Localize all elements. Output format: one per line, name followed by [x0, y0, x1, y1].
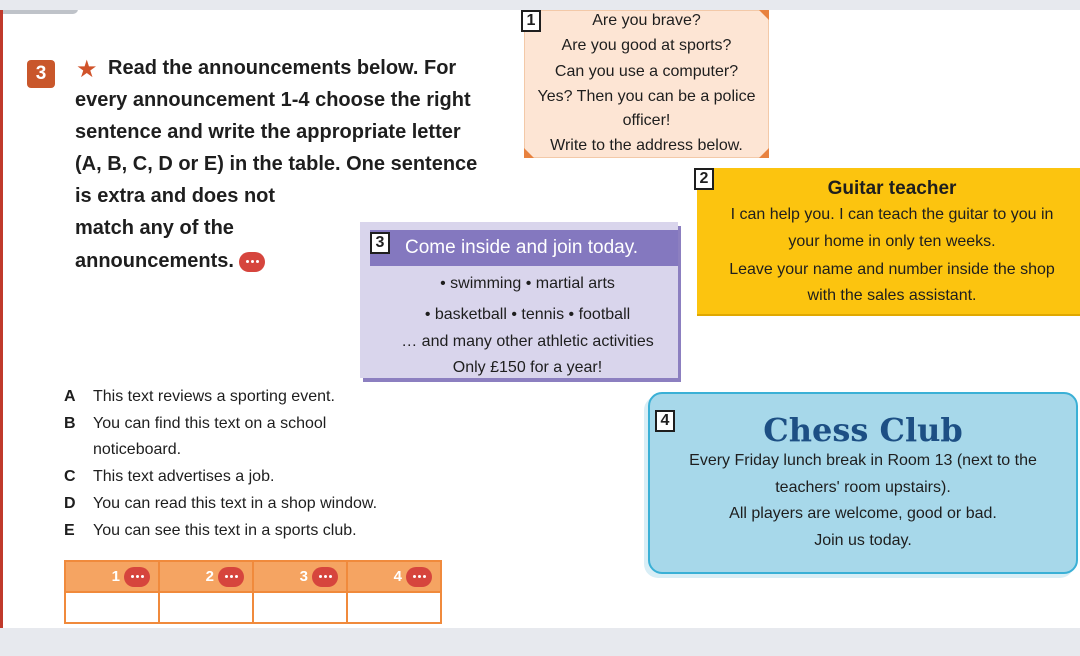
announcement-3-line: • basketball • tennis • football: [424, 306, 631, 323]
option-text-a: This text reviews a sporting event.: [93, 388, 335, 405]
audio-dots-icon[interactable]: [239, 252, 265, 272]
announcement-3-line: • swimming • martial arts: [440, 275, 615, 292]
option-text-b: You can find this text on a school: [93, 415, 327, 432]
answer-header-3: [253, 561, 347, 592]
announcement-3-line: … and many other athletic activities: [401, 333, 654, 350]
instruction-line-2: every announcement 1-4 choose the right: [75, 89, 471, 111]
announcement-2-line: Leave your name and number inside the shop: [729, 261, 1055, 278]
answer-header-4: [347, 561, 441, 592]
announcement-3-line: Only £150 for a year!: [452, 359, 603, 376]
announcement-2-line: I can help you. I can teach the guitar to you in: [730, 206, 1054, 223]
answer-cell-3[interactable]: [253, 592, 347, 623]
instruction-line-6: match any of the: [75, 217, 234, 239]
announcement-number: 4: [655, 410, 675, 432]
announcement-1-line: Are you good at sports?: [561, 37, 732, 54]
star-icon: ★: [76, 56, 98, 83]
announcement-1-line: Are you brave?: [592, 12, 701, 29]
option-text-e: You can see this text in a sports club.: [93, 522, 357, 539]
option-text-b-continued: noticeboard.: [93, 441, 182, 458]
exercise-number-badge: 3: [27, 60, 55, 88]
announcement-number: 3: [370, 232, 390, 254]
audio-dots-icon[interactable]: [124, 567, 150, 587]
instruction-line-1: Read the announcements below. For: [108, 57, 457, 79]
answer-cell-2[interactable]: [159, 592, 253, 623]
answer-header-label: 2: [205, 568, 214, 585]
announcement-4-line: Every Friday lunch break in Room 13 (next to the: [689, 452, 1037, 469]
option-letter-c: C: [64, 468, 76, 485]
announcement-1-line: Can you use a computer?: [554, 63, 739, 80]
audio-dots-icon[interactable]: [406, 567, 432, 587]
option-letter-b: B: [64, 415, 76, 432]
announcement-2-line: with the sales assistant.: [807, 287, 977, 304]
instruction-line-3: sentence and write the appropriate letter: [75, 121, 461, 143]
announcement-1-line: Write to the address below.: [550, 137, 743, 154]
answer-header-label: 4: [393, 568, 402, 585]
announcement-1-line: Yes? Then you can be a police: [537, 88, 756, 105]
answer-header-label: 1: [111, 568, 120, 585]
option-letter-d: D: [64, 495, 76, 512]
announcement-2-title: Guitar teacher: [827, 178, 957, 199]
instruction-line-5: is extra and does not: [75, 185, 276, 207]
audio-dots-icon[interactable]: [312, 567, 338, 587]
announcement-1-line: officer!: [622, 112, 671, 129]
announcement-1: [524, 10, 769, 158]
answer-cell-1[interactable]: [65, 592, 159, 623]
announcement-number: 1: [521, 10, 541, 32]
announcement-4-line: Join us today.: [814, 532, 912, 549]
option-letter-a: A: [64, 388, 76, 405]
audio-dots-icon[interactable]: [218, 567, 244, 587]
textbook-page: [0, 10, 1080, 628]
announcement-4-line: teachers' room upstairs).: [775, 479, 951, 496]
instruction-line-7: [75, 249, 265, 273]
announcement-4: [648, 392, 1078, 574]
option-letter-e: E: [64, 522, 75, 539]
answer-cell-4[interactable]: [347, 592, 441, 623]
option-text-d: You can read this text in a shop window.: [93, 495, 378, 512]
answer-header-2: [159, 561, 253, 592]
answer-header-1: [65, 561, 159, 592]
answer-table: [64, 560, 442, 624]
announcement-3: [360, 222, 678, 378]
announcement-3-title: Come inside and join today.: [405, 237, 639, 258]
instruction-line-4: (A, B, C, D or E) in the table. One sentence: [75, 153, 478, 175]
announcement-2: [697, 168, 1080, 316]
top-edge-tab: [0, 10, 78, 14]
announcement-2-line: your home in only ten weeks.: [788, 233, 996, 250]
page-left-rule: [0, 10, 3, 628]
answer-header-label: 3: [299, 568, 308, 585]
announcement-4-title: Chess Club: [763, 411, 963, 449]
announcement-number: 2: [694, 168, 714, 190]
instruction-line-7-text: announcements.: [75, 250, 234, 272]
option-text-c: This text advertises a job.: [93, 468, 275, 485]
announcement-4-line: All players are welcome, good or bad.: [729, 505, 997, 522]
